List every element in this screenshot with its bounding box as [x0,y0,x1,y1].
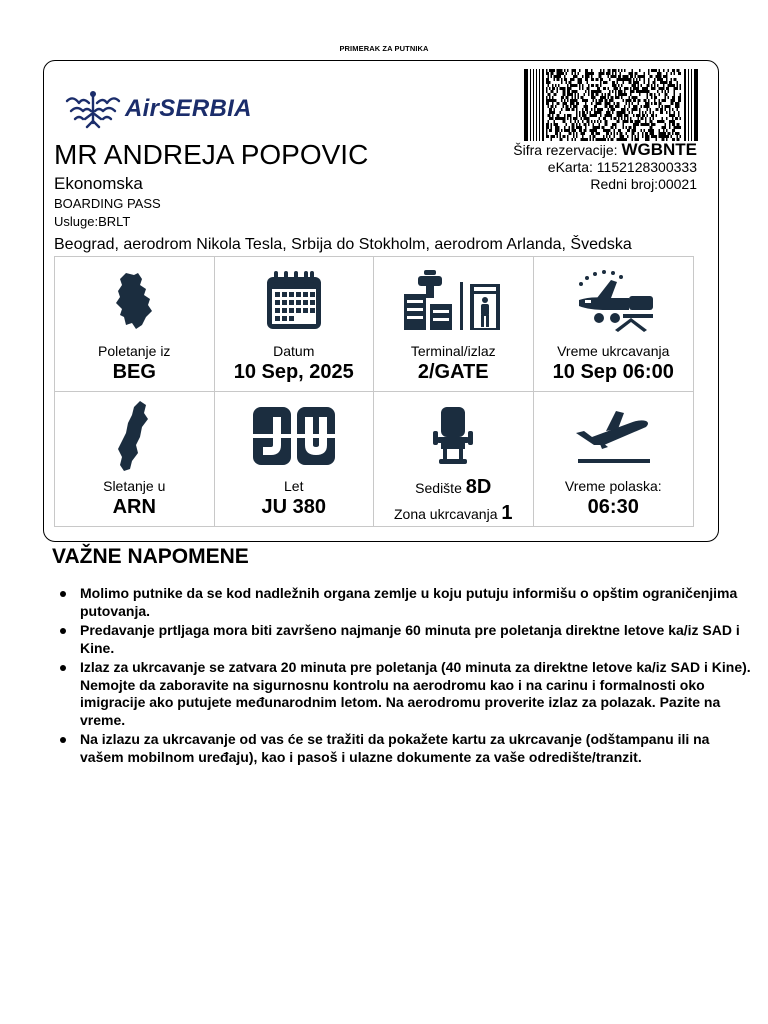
departure-time-label: Vreme polaska: [564,477,662,494]
departure-time-value: 06:30 [587,495,639,518]
boarding-plane-icon [571,270,655,332]
seat-label: Sedište [415,479,462,496]
sequence-number: Redni broj:00021 [590,176,697,192]
note-item: Izlaz za ukrcavanje se zatvara 20 minuta pre poletanja (40 minuta za direktne letove ka/iz SAD i Kine). Nemojte da zaboravite na sigurnosnu kontrolu na aerodromu kao i na carinu i formalnosti oko imigracije ako putujete međunarodnim letom. Na aerodromu proverite izlaz za polazak. Pazite na vreme. [80,659,751,728]
flight-value: JU 380 [261,495,326,518]
reservation-label: Šifra rezervacije: [513,142,618,158]
zone-value: 1 [501,501,513,524]
departure-value: BEG [112,361,156,383]
terminal-value: 2/GATE [417,361,489,383]
notes-list [60,585,752,768]
note-item: Na izlazu za ukrcavanje od vas će se tražiti da pokažete kartu za ukrcavanje (odštampanu ili na vašem mobilnom uređaju), kao i pasoš i ulazne dokumente za vaše odredište/tranzit. [80,731,752,766]
seat-icon [433,405,473,467]
ju-logo-icon [253,405,335,467]
arrival-label: Sletanje u [103,477,166,494]
eticket-number: eKarta: 1152128300333 [547,159,697,175]
terminal-label: Terminal/izlaz [410,343,496,359]
copy-label: PRIMERAK ZA PUTNIKA [339,44,429,53]
arrival-cell [55,392,215,527]
boarding-pass-card [43,60,719,542]
boarding-time-value: 10 Sep 06:00 [552,361,674,383]
terminal-cell [374,257,534,392]
zone-info [374,502,533,525]
document-type: BOARDING PASS [54,196,161,211]
departure-label: Poletanje iz [98,343,171,359]
services: Usluge:BRLT [54,214,131,229]
airserbia-eagle-icon [65,89,121,129]
boarding-time-cell [534,257,694,392]
takeoff-icon [574,405,652,467]
date-cell [215,257,375,392]
cabin-class: Ekonomska [54,174,143,193]
reservation-code: WGBNTE [621,140,697,159]
arrival-value: ARN [112,495,156,518]
booking-info [513,141,697,193]
note-item: Molimo putnike da se kod nadležnih organa zemlje u koju putuju informišu o opštim ograničenjima putovanja. [80,585,752,620]
boarding-time-label: Vreme ukrcavanja [557,343,670,359]
route-description: Beograd, aerodrom Nikola Tesla, Srbija do Stokholm, aerodrom Arlanda, Švedska [54,236,632,253]
airline-logo [65,89,252,129]
terminal-tower-icon [404,270,502,332]
notes-title: VAŽNE NAPOMENE [52,545,249,568]
calendar-icon [265,271,323,331]
seat-cell [374,392,534,527]
sweden-map-icon [116,399,152,473]
zone-label: Zona ukrcavanja [393,505,498,522]
flight-cell [215,392,375,527]
departure-cell [55,257,215,392]
date-value: 10 Sep, 2025 [233,361,354,383]
flight-label: Let [284,477,304,494]
seat-value: 8D [465,475,492,498]
barcode-2d [524,69,698,141]
date-label: Datum [273,343,315,359]
passenger-name: MR ANDREJA POPOVIC [54,139,369,170]
serbia-map-icon [112,271,156,331]
note-item: Predavanje prtljaga mora biti završeno najmanje 60 minuta pre poletanja direktne letove ka/iz SAD i Kine. [80,622,752,657]
brand-name: AirSERBIA [125,95,252,122]
seat-info [374,476,533,499]
departure-time-cell [534,392,694,527]
flight-details-grid [54,256,694,527]
